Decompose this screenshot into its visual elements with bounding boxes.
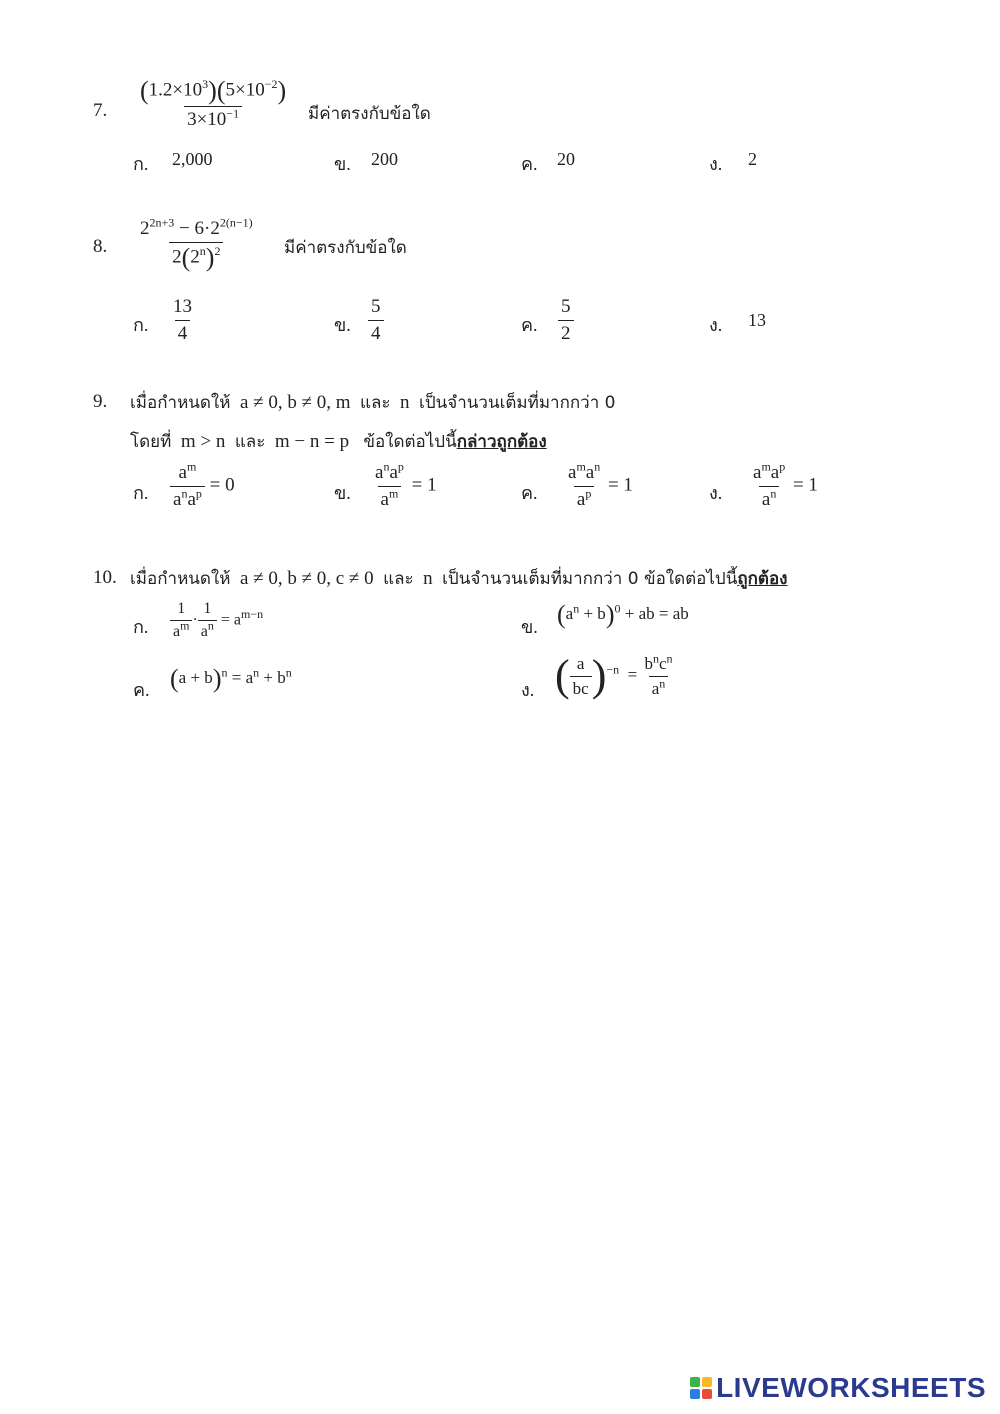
q9-question: ข้อใดต่อไปนี้ [363,432,457,452]
q7-option-c-letter: ค. [521,154,538,174]
question-number: 9. [93,391,108,412]
q9-option-c[interactable]: $\frac{a^ma^n}{a^p}$ = 1 [568,459,633,510]
numerator: 5 [561,296,571,317]
numerator: 5 [371,296,381,317]
denominator: 4 [175,320,191,345]
q9-condition: m − n = p [274,431,350,452]
q10-and: และ [383,569,414,589]
q7-option-a-letter: ก. [133,154,149,174]
denominator: 4 [368,320,384,345]
question-number: 10. [93,567,117,588]
denominator: 2 [558,320,574,345]
q9-text: โดยที่ [130,432,172,452]
q8-option-c[interactable] [558,296,574,345]
q9-option-a[interactable]: $\frac{a^m}{a^na^p}$ = 0 [170,462,235,511]
numerator: 13 [173,296,192,317]
q10-option-b[interactable]: $(a^n + b)^0$ + ab = ab [557,600,689,629]
q10-condition: a ≠ 0, b ≠ 0, c ≠ 0 [239,568,374,589]
q7-option-d-letter: ง. [709,154,723,174]
q8-expression: $\frac{2^{2n+3} - 6\cdot 2^{2(n-1)}}{2(2^n)^2}$ [140,215,253,272]
q9-option-a-rhs: = 0 [209,474,235,496]
q7-option-d[interactable]: 2 [748,149,757,169]
q9-line-2 [130,428,547,455]
question-number: 8. [93,236,108,257]
q9-condition: m > n [180,431,226,452]
q7-expression: $\frac{(1.2\times 10^3)(5\times 10^{-2})}{3\times 10^{-1}}$ [140,76,287,130]
q10-option-a-letter: ก. [133,617,149,637]
q9-emphasis: กล่าวถูกต้อง [456,432,547,452]
q9-text: เป็นจำนวนเต็มที่มากกว่า 0 [419,393,616,413]
q10-text: เป็นจำนวนเต็มที่มากกว่า 0 ข้อใดต่อไปนี้ [442,569,738,589]
q9-variable: n [400,392,410,413]
q9-option-b-rhs: = 1 [411,474,437,496]
q8-option-d-letter: ง. [709,315,723,335]
q10-option-b-letter: ข. [521,617,538,637]
q8-option-c-letter: ค. [521,315,538,335]
q7-option-a[interactable]: 2,000 [172,149,213,169]
q8-option-d[interactable]: 13 [748,310,766,330]
q10-option-d[interactable]: ( $\frac{a}{bc}$ )$^{-n}$ = $\frac{b^nc^n}{a^n}$ [555,651,673,701]
q9-option-b-letter: ข. [334,483,351,503]
q10-option-c-letter: ค. [133,680,150,700]
q9-option-d-rhs: = 1 [792,474,818,496]
q10-option-a[interactable]: $\frac{1}{a^m}$ · $\frac{1}{a^n}$ = $a^{m-n}$ [170,600,263,642]
q10-option-d-letter: ง. [521,680,535,700]
q9-line-1 [130,389,615,416]
q7-option-b[interactable]: 200 [371,149,398,169]
q9-option-a-letter: ก. [133,483,149,503]
q9-condition: a ≠ 0, b ≠ 0, m [239,392,351,413]
q8-prompt: มีค่าตรงกับข้อใด [284,238,407,258]
question-number: 7. [93,100,108,121]
q7-option-b-letter: ข. [334,154,351,174]
q7-prompt: มีค่าตรงกับข้อใด [308,104,431,124]
logo-text: LIVEWORKSHEETS [716,1372,986,1403]
q9-text: เมื่อกำหนดให้ [130,393,231,413]
q9-option-d[interactable]: $\frac{a^ma^p}{a^n}$ = 1 [753,459,818,510]
q8-option-b-letter: ข. [334,315,351,335]
q9-option-d-letter: ง. [709,483,723,503]
q9-option-c-rhs: = 1 [607,474,633,496]
q10-emphasis: ถูกต้อง [737,569,788,589]
q8-option-a[interactable] [170,296,195,345]
q7-option-c[interactable]: 20 [557,149,575,169]
q9-option-b[interactable]: $\frac{a^na^p}{a^m}$ = 1 [375,459,437,510]
liveworksheets-logo [690,1372,986,1404]
q10-line [130,565,787,592]
q8-option-b[interactable] [368,296,384,345]
q9-option-c-letter: ค. [521,483,538,503]
q8-option-a-letter: ก. [133,315,149,335]
q9-and: และ [360,393,391,413]
q9-and: และ [234,432,266,452]
q10-text: เมื่อกำหนดให้ [130,569,231,589]
q10-variable: n [423,568,433,589]
logo-mark-icon [690,1377,712,1399]
q10-option-c[interactable]: $(a + b)^n = a^n + b^n$ [170,664,292,693]
